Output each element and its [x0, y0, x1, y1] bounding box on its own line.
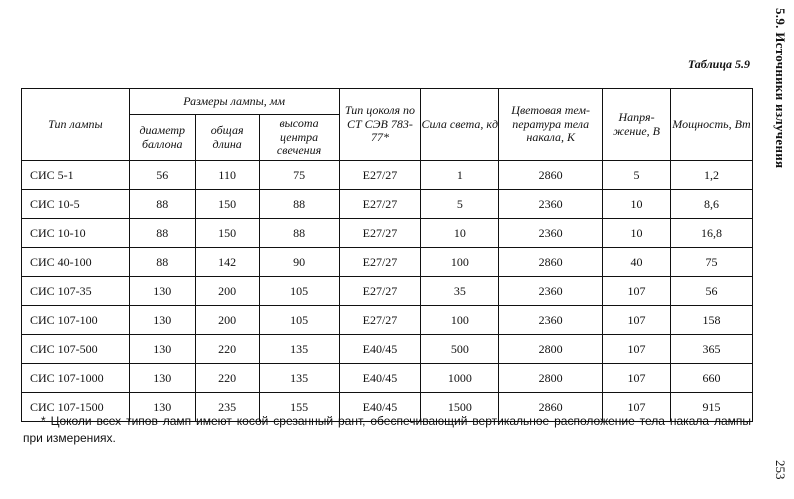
running-section-header: 5.9. Источники излучения	[773, 8, 788, 169]
table-cell: 75	[259, 161, 339, 190]
table-row	[22, 277, 753, 306]
table-row	[22, 190, 753, 219]
table-cell: E27/27	[339, 306, 421, 335]
table-row	[22, 306, 753, 335]
table-row	[22, 248, 753, 277]
header-color-temperature: Цветовая тем-пература тела накала, К	[499, 89, 603, 161]
footnote: * Цоколи всех типов ламп имеют косой срезанный рант, обеспечивающий вертикальное расположение тела накала лампы при измерениях.	[23, 414, 751, 446]
table-cell: 8,6	[671, 190, 753, 219]
table-cell: 16,8	[671, 219, 753, 248]
lamp-specs-table	[21, 88, 753, 422]
table-cell: 2800	[499, 364, 603, 393]
table-cell: 235	[195, 393, 259, 422]
table-cell: 1500	[421, 393, 499, 422]
table-cell: 915	[671, 393, 753, 422]
table-cell: 88	[259, 190, 339, 219]
table-cell: 2360	[499, 219, 603, 248]
table-cell: 107	[603, 335, 671, 364]
table-cell: 75	[671, 248, 753, 277]
table-row	[22, 335, 753, 364]
table-cell: 2360	[499, 277, 603, 306]
table-cell: 150	[195, 190, 259, 219]
table-cell: 107	[603, 393, 671, 422]
table-cell: 2860	[499, 393, 603, 422]
table-cell: 107	[603, 364, 671, 393]
table-cell: 100	[421, 248, 499, 277]
table-cell: E40/45	[339, 393, 421, 422]
table-cell: 500	[421, 335, 499, 364]
header-total-length: общая длина	[195, 115, 259, 161]
lamp-type-cell: СИС 107-500	[22, 335, 130, 364]
table-cell: 155	[259, 393, 339, 422]
table-cell: 220	[195, 364, 259, 393]
table-row	[22, 161, 753, 190]
table-cell: 220	[195, 335, 259, 364]
table-cell: 130	[129, 335, 195, 364]
table-cell: 2800	[499, 335, 603, 364]
table-cell: 88	[129, 248, 195, 277]
header-lamp-type: Тип лампы	[22, 89, 130, 161]
table-cell: 135	[259, 364, 339, 393]
table-cell: 40	[603, 248, 671, 277]
table-cell: 1	[421, 161, 499, 190]
table-cell: 2860	[499, 161, 603, 190]
table-cell: 107	[603, 277, 671, 306]
table-caption: Таблица 5.9	[687, 57, 750, 71]
table-cell: 200	[195, 277, 259, 306]
table-body	[22, 161, 753, 422]
table-cell: 5	[603, 161, 671, 190]
page-number: 253	[773, 460, 788, 480]
lamp-type-cell: СИС 40-100	[22, 248, 130, 277]
table-row	[22, 219, 753, 248]
table-cell: 1000	[421, 364, 499, 393]
header-power: Мощность, Вт	[671, 89, 753, 161]
table-cell: 2860	[499, 248, 603, 277]
header-luminous-intensity: Сила света, кд	[421, 89, 499, 161]
lamp-type-cell: СИС 5-1	[22, 161, 130, 190]
table-cell: 88	[259, 219, 339, 248]
table-cell: E40/45	[339, 335, 421, 364]
table-cell: 142	[195, 248, 259, 277]
table-cell: E27/27	[339, 190, 421, 219]
table-cell: 158	[671, 306, 753, 335]
table-cell: 130	[129, 277, 195, 306]
table-cell: 88	[129, 190, 195, 219]
table-cell: E27/27	[339, 248, 421, 277]
table-cell: 660	[671, 364, 753, 393]
table-cell: 10	[603, 190, 671, 219]
table-cell: 105	[259, 306, 339, 335]
table-cell: E27/27	[339, 219, 421, 248]
table-cell: 88	[129, 219, 195, 248]
table-cell: 10	[421, 219, 499, 248]
lamp-type-cell: СИС 107-1500	[22, 393, 130, 422]
table-cell: 1,2	[671, 161, 753, 190]
header-dimensions-group: Размеры лампы, мм	[129, 89, 339, 115]
table-cell: 150	[195, 219, 259, 248]
table-cell: 135	[259, 335, 339, 364]
lamp-type-cell: СИС 107-35	[22, 277, 130, 306]
header-base-type: Тип цоколя по СТ СЭВ 783-77*	[339, 89, 421, 161]
table-cell: 2360	[499, 306, 603, 335]
table-cell: 10	[603, 219, 671, 248]
table-cell: 130	[129, 306, 195, 335]
lamp-type-cell: СИС 107-1000	[22, 364, 130, 393]
table-cell: 56	[671, 277, 753, 306]
table-cell: 130	[129, 364, 195, 393]
table-cell: E40/45	[339, 364, 421, 393]
lamp-type-cell: СИС 10-5	[22, 190, 130, 219]
table-cell: 2360	[499, 190, 603, 219]
table-cell: 5	[421, 190, 499, 219]
table-cell: 365	[671, 335, 753, 364]
lamp-type-cell: СИС 10-10	[22, 219, 130, 248]
header-voltage: Напря-жение, В	[603, 89, 671, 161]
table-cell: 130	[129, 393, 195, 422]
header-bulb-diameter: диаметр баллона	[129, 115, 195, 161]
table-cell: 56	[129, 161, 195, 190]
table-cell: E27/27	[339, 161, 421, 190]
table-cell: E27/27	[339, 277, 421, 306]
table-cell: 107	[603, 306, 671, 335]
table-cell: 90	[259, 248, 339, 277]
table-cell: 100	[421, 306, 499, 335]
table-cell: 110	[195, 161, 259, 190]
table-cell: 105	[259, 277, 339, 306]
header-center-height: высота центра свечения	[259, 115, 339, 161]
table-cell: 35	[421, 277, 499, 306]
lamp-type-cell: СИС 107-100	[22, 306, 130, 335]
table-cell: 200	[195, 306, 259, 335]
table-row	[22, 364, 753, 393]
